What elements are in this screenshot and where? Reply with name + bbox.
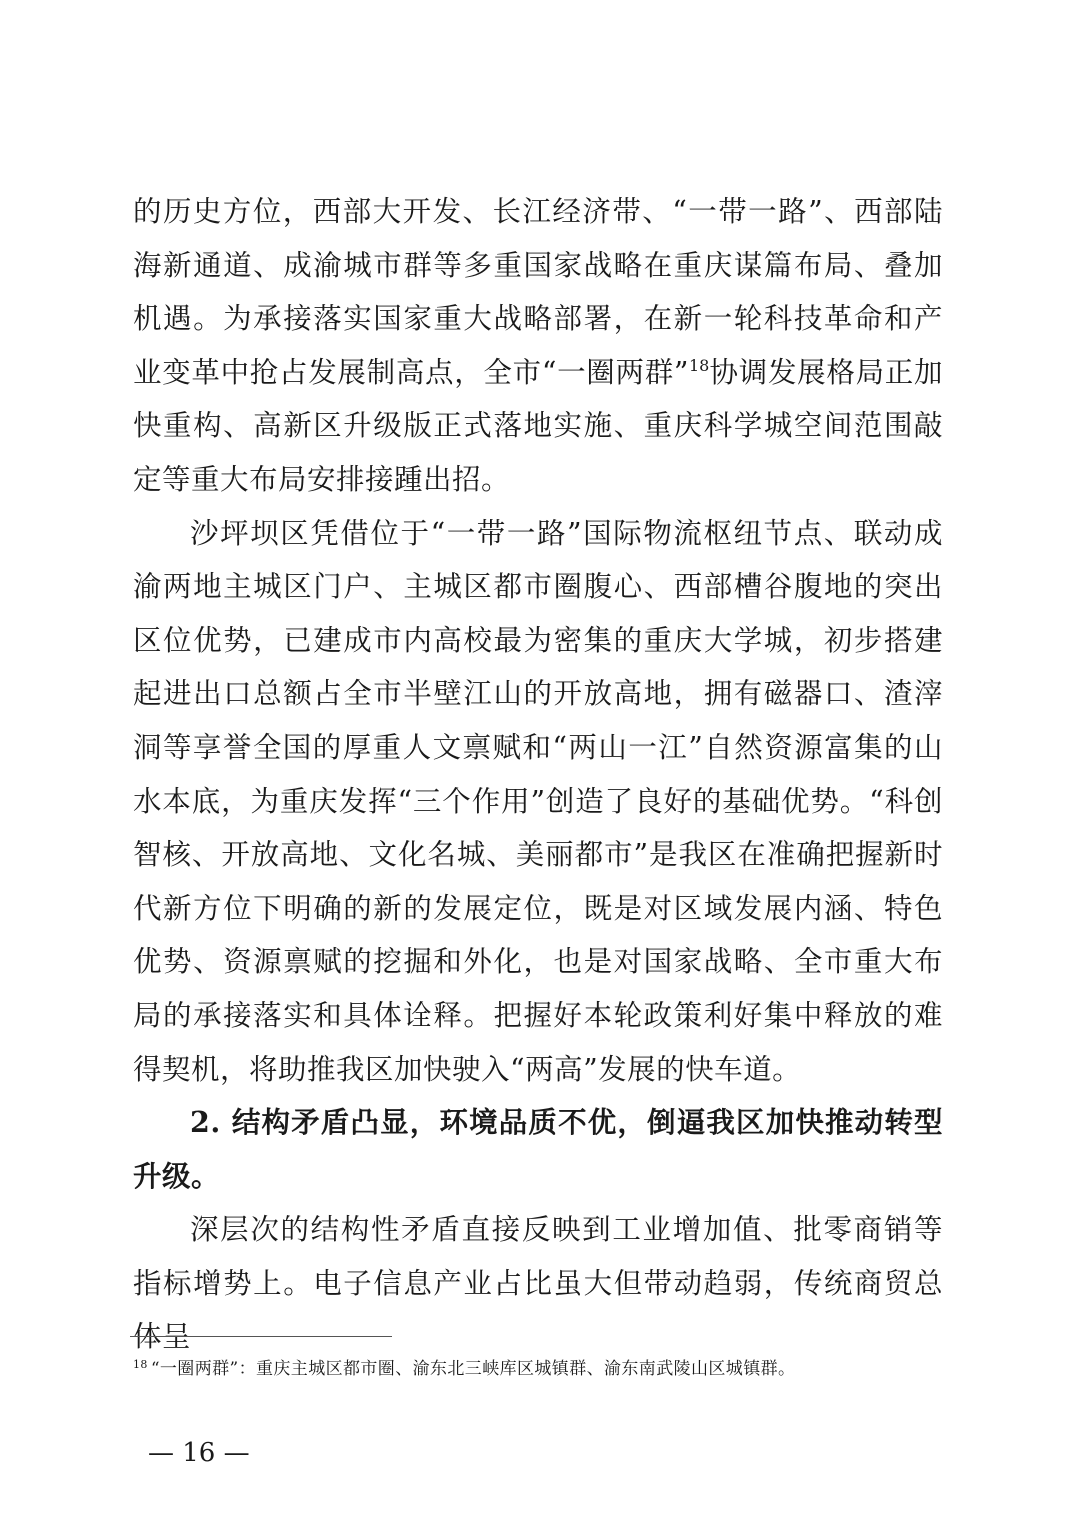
- footnote-reference: 18: [689, 355, 710, 375]
- footnote-text: “一圈两群”：重庆主城区都市圈、渝东北三峡库区城镇群、渝东南武陵山区城镇群。: [150, 1359, 796, 1379]
- page-number: — 16 —: [148, 1438, 250, 1468]
- footnote-number: 18: [133, 1358, 148, 1371]
- footnote-divider: [130, 1336, 392, 1337]
- footnote: [133, 1353, 953, 1381]
- paragraph-text: 的历史方位，西部大开发、长江经济带、“一带一路”、西部陆海新通道、成渝城市群等多重国家战略在重庆谋篇布局、叠加机遇。为承接落实国家重大战略部署，在新一轮科技革命和产业变革中抢占发展制高点，全市“一圈两群”: [133, 195, 943, 389]
- section-heading: 2. 结构矛盾凸显，环境品质不优，倒逼我区加快推动转型升级。: [133, 1105, 943, 1193]
- paragraph-historical-position: [133, 185, 943, 507]
- paragraph-text: 协调发展格局正加快重构、高新区升级版正式落地实施、重庆科学城空间范围敲定等重大布局安排接踵出招。: [133, 355, 943, 496]
- paragraph-structural-contradictions: 深层次的结构性矛盾直接反映到工业增加值、批零商销等指标增势上。电子信息产业占比虽大但带动趋弱，传统商贸总体呈: [133, 1213, 943, 1354]
- paragraph-district-advantages: 沙坪坝区凭借位于“一带一路”国际物流枢纽节点、联动成渝两地主城区门户、主城区都市圈腹心、西部槽谷腹地的突出区位优势，已建成市内高校最为密集的重庆大学城，初步搭建起进出口总额占全市半壁江山的开放高地，拥有磁器口、渣滓洞等享誉全国的厚重人文禀赋和“两山一江”自然资源富集的山水本底，为重庆发挥“三个作用”创造了良好的基础优势。“科创智核、开放高地、文化名城、美丽都市”是我区在准确把握新时代新方位下明确的新的发展定位，既是对区域发展内涵、特色优势、资源禀赋的挖掘和外化，也是对国家战略、全市重大布局的承接落实和具体诠释。把握好本轮政策利好集中释放的难得契机，将助推我区加快驶入“两高”发展的快车道。: [133, 516, 943, 1086]
- body-text: [133, 185, 943, 1364]
